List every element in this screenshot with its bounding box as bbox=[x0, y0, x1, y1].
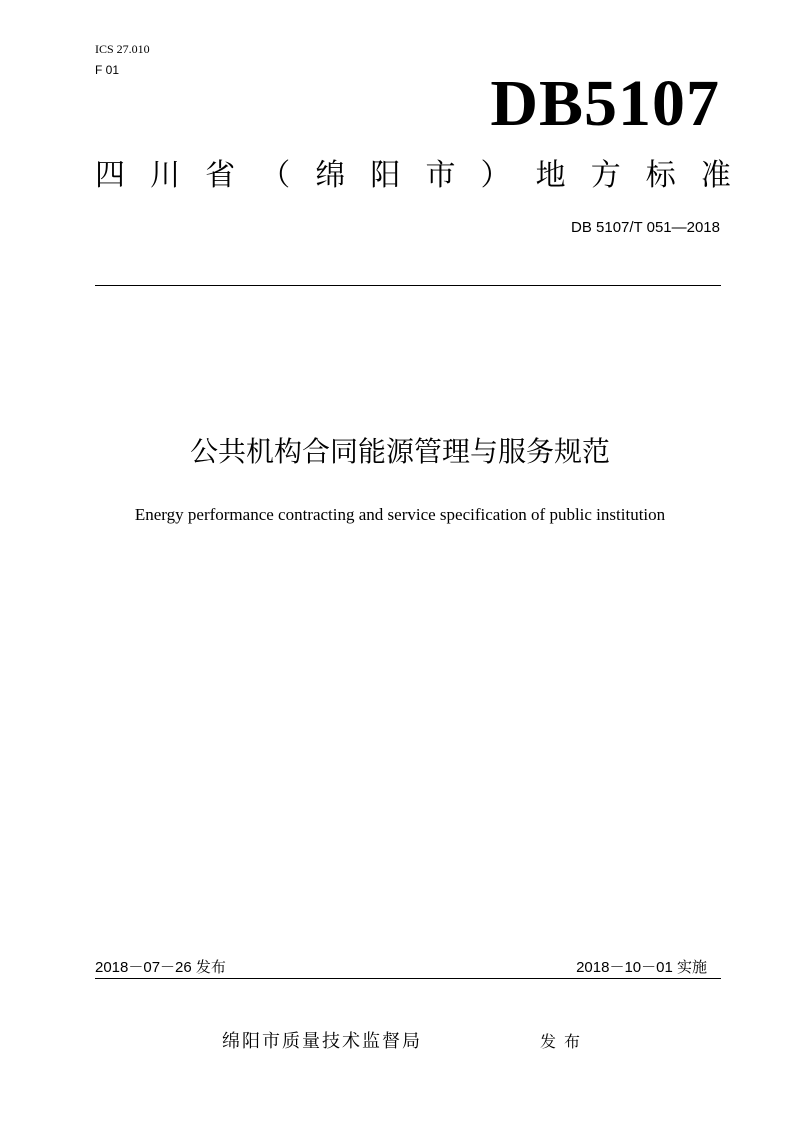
db-code-heading: DB5107 bbox=[490, 67, 720, 140]
standard-type-char: 川 bbox=[150, 158, 181, 193]
standard-type-char: 四 bbox=[95, 158, 125, 193]
ics-code: ICS 27.010 bbox=[95, 42, 150, 56]
standard-type-char: 地 bbox=[535, 158, 566, 193]
standard-type-title bbox=[95, 156, 731, 196]
issue-date: 2018－07－26 发布 bbox=[95, 959, 226, 976]
standard-type-char: 市 bbox=[425, 158, 456, 193]
standard-type-char: （ bbox=[260, 158, 291, 193]
document-title-zh: 公共机构合同能源管理与服务规范 bbox=[189, 435, 610, 468]
standard-type-char: 绵 bbox=[315, 158, 346, 193]
implementation-date: 2018－10－01 实施 bbox=[576, 959, 707, 976]
standard-type-char: 省 bbox=[205, 158, 236, 193]
date-row bbox=[95, 958, 721, 979]
issuing-authority: 绵阳市质量技术监督局 bbox=[222, 1031, 422, 1052]
standard-type-char: ） bbox=[480, 158, 511, 193]
standard-type-char: 方 bbox=[590, 158, 621, 193]
standard-number: DB 5107/T 051—2018 bbox=[571, 219, 720, 236]
standard-type-char: 阳 bbox=[370, 158, 401, 193]
standard-type-char: 准 bbox=[700, 158, 731, 193]
classification-code: F 01 bbox=[95, 63, 120, 77]
header-divider bbox=[95, 285, 721, 286]
issue-label: 发布 bbox=[540, 1032, 589, 1051]
standard-type-char: 标 bbox=[645, 158, 676, 193]
document-title-en: Energy performance contracting and service specification of public institution bbox=[134, 505, 666, 524]
